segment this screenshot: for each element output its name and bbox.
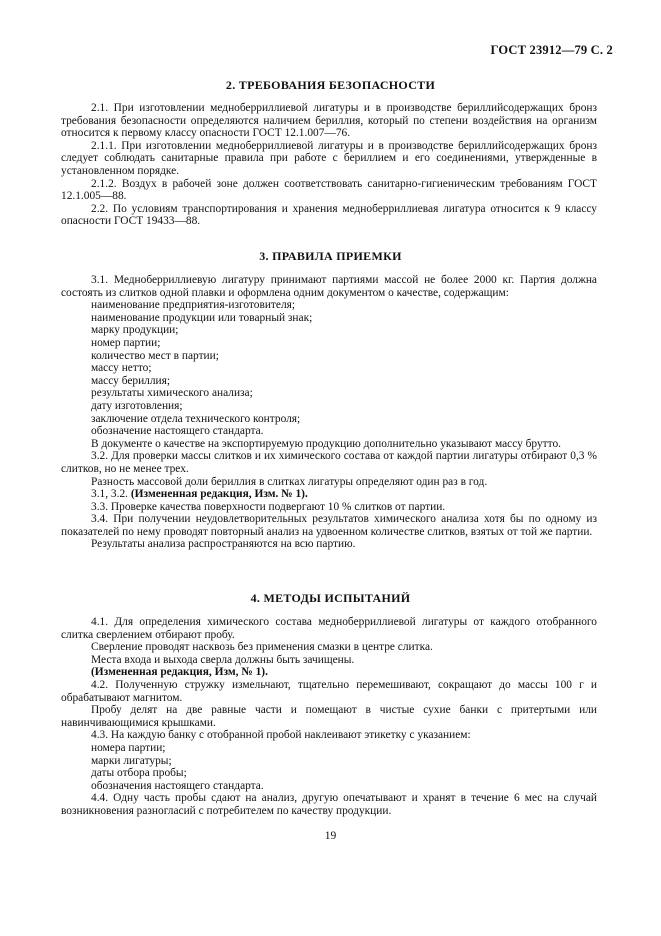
paragraph-2-1-1: 2.1.1. При изготовлении медноберриллиевой лигатуры и в производстве бериллийсодержащих бронз следует соблюдать санитарные правила при работе с бериллием и его соединениями, утвержденные в установленном порядке.	[61, 139, 597, 177]
paragraph-beryllium-note: Разность массовой доли бериллия в слитках лигатуры определяют один раз в год.	[91, 475, 488, 488]
list-item: массу бериллия;	[91, 374, 171, 387]
paragraph-2-2: 2.2. По условиям транспортирования и хранения медноберриллиевая лигатура относится к 9 классу опасности ГОСТ 19433—88.	[61, 202, 597, 228]
list-item: номер партии;	[91, 336, 161, 349]
revision-note: (Измененная редакция, Изм, № 1).	[91, 666, 268, 679]
list-item: номера партии;	[91, 741, 166, 754]
paragraph-2-1: 2.1. При изготовлении медноберриллиевой лигатуры и в производстве бериллийсодержащих бронз требования безопасности определяются наличием бериллия, который по степени воздействия на организм относится к первому классу опасности ГОСТ 12.1.007—76.	[61, 102, 597, 140]
section-2-body	[61, 102, 597, 228]
list-item: обозначения настоящего стандарта.	[91, 779, 264, 792]
list-item: наименование предприятия-изготовителя;	[91, 299, 296, 312]
section-3-title: 3. ПРАВИЛА ПРИЕМКИ	[259, 249, 402, 263]
paragraph-4-2: 4.2. Полученную стружку измельчают, тщательно перемешивают, сокращают до массы 100 г и обрабатывают магнитом.	[61, 678, 597, 704]
list-item: массу нетто;	[91, 362, 152, 375]
list-item: заключение отдела технического контроля;	[91, 412, 301, 425]
paragraph-drilling: Сверление проводят насквозь без применения смазки в центре слитка.	[91, 641, 433, 654]
paragraph-3-2: 3.2. Для проверки массы слитков и их химического состава от каждой партии лигатуры отбирают 0,3 % слитков, но не менее трех.	[61, 450, 597, 475]
list-item: обозначение настоящего стандарта.	[91, 425, 264, 438]
paragraph-3-1-3-2-revision	[61, 488, 597, 501]
list-item: марки лигатуры;	[91, 754, 172, 767]
page-number: 19	[324, 830, 337, 842]
list-item: наименование продукции или товарный знак;	[91, 311, 313, 324]
paragraph-2-1-2: 2.1.2. Воздух в рабочей зоне должен соответствовать санитарно-гигиеническим требованиям ГОСТ 12.1.005—88.	[61, 177, 597, 203]
section-4-title: 4. МЕТОДЫ ИСПЫТАНИЙ	[250, 591, 411, 605]
paragraph-4-3: 4.3. На каждую банку с отобранной пробой наклеивают этикетку с указанием:	[91, 729, 471, 742]
paragraph-3-1: 3.1. Медноберриллиевую лигатуру принимают партиями массой не более 2000 кг. Партия должна состоять из слитков одной плавки и оформлена одним документом о качестве, содержащим:	[61, 274, 597, 299]
list-item: даты отбора пробы;	[91, 767, 187, 780]
revision-note: (Измененная редакция, Изм. № 1).	[130, 488, 308, 501]
revision-ref: 3.1, 3.2.	[91, 488, 131, 501]
paragraph-4-1: 4.1. Для определения химического состава медноберриллиевой лигатуры от каждого отобранного слитка сверлением отбирают пробу.	[61, 616, 597, 641]
paragraph-export-note: В документе о качестве на экспортируемую продукцию дополнительно указывают массу брутто.	[91, 437, 562, 450]
paragraph-results: Результаты анализа распространяются на всю партию.	[91, 538, 356, 551]
section-3-body	[61, 274, 597, 551]
section-4-body	[61, 616, 597, 818]
standard-header: ГОСТ 23912—79 С. 2	[490, 43, 613, 57]
paragraph-cleaning: Места входа и выхода сверла должны быть зачищены.	[91, 653, 355, 666]
list-item: результаты химического анализа;	[91, 387, 253, 400]
paragraph-3-3: 3.3. Проверке качества поверхности подвергают 10 % слитков от партии.	[91, 500, 446, 513]
list-item: марку продукции;	[91, 324, 179, 337]
list-item: дату изготовления;	[91, 399, 183, 412]
paragraph-sample-split: Пробу делят на две равные части и помещают в чистые сухие банки с притертыми или навинчивающимися крышками.	[61, 704, 597, 729]
paragraph-3-4: 3.4. При получении неудовлетворительных результатов химического анализа хотя бы по одному из показателей по нему проводят повторный анализ на удвоенном количестве слитков, взятых от той же партии.	[61, 513, 597, 538]
section-2-title: 2. ТРЕБОВАНИЯ БЕЗОПАСНОСТИ	[225, 78, 436, 92]
paragraph-4-4: 4.4. Одну часть пробы сдают на анализ, другую опечатывают и хранят в течение 6 мес на случай возникновения разногласий с потребителем по качеству продукции.	[61, 792, 597, 817]
list-item: количество мест в партии;	[91, 349, 219, 362]
